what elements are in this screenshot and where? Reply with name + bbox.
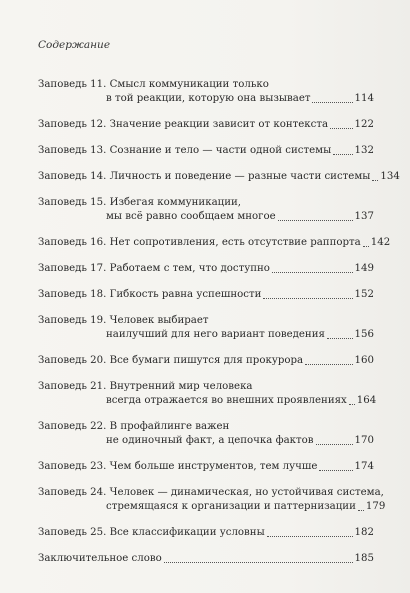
toc-page-number: 149	[354, 263, 374, 274]
toc-entry-title: Заповедь 18. Гибкость равна успешности	[38, 289, 262, 300]
toc-page-number: 164	[356, 395, 377, 406]
toc-entry-title: стремящаяся к организации и паттернизации	[106, 501, 356, 512]
toc-page-number: 156	[354, 329, 374, 340]
toc-entry	[38, 236, 391, 250]
toc-entry-continuation	[38, 210, 374, 224]
toc-entry-title: Заповедь 17. Работаем с тем, что доступно	[38, 263, 270, 274]
dot-leader	[372, 180, 378, 181]
toc-entry-title: Заповедь 19. Человек выбирает	[38, 315, 209, 326]
toc-entry-line	[38, 170, 400, 184]
toc-entry-line	[38, 526, 374, 540]
toc-entry-title: Заповедь 11. Смысл коммуникации только	[38, 79, 269, 90]
toc-entry-title: Заключительное слово	[38, 553, 162, 564]
dot-leader	[349, 404, 355, 405]
dot-leader	[278, 220, 353, 221]
toc-page-number: 185	[354, 553, 374, 564]
toc-entry-title: Заповедь 23. Чем больше инструментов, тем лучше	[38, 461, 318, 472]
toc-entry-line	[38, 78, 374, 92]
toc-page-number: 132	[354, 145, 374, 156]
dot-leader	[164, 562, 353, 563]
toc-entry-continuation	[38, 328, 374, 342]
toc-entry-title: Заповедь 16. Нет сопротивления, есть отсутствие раппорта	[38, 237, 361, 248]
toc-entry-line	[38, 380, 374, 394]
toc-entry-line	[38, 420, 374, 434]
toc-entry-title: не одиночный факт, а цепочка фактов	[106, 435, 314, 446]
toc-page-number: 179	[365, 501, 386, 512]
dot-leader	[327, 338, 353, 339]
dot-leader	[330, 128, 352, 129]
toc-entry-line	[38, 288, 374, 302]
toc-entry-line	[38, 486, 384, 500]
toc-entry-line	[38, 236, 391, 250]
toc-entry-continuation	[38, 92, 374, 106]
dot-leader	[358, 510, 364, 511]
dot-leader	[267, 536, 353, 537]
toc-page-number: 152	[354, 289, 374, 300]
toc-page-number: 174	[354, 461, 374, 472]
toc-entry	[38, 420, 374, 448]
toc-entry	[38, 288, 374, 302]
toc-entry-title: Заповедь 20. Все бумаги пишутся для прокурора	[38, 355, 304, 366]
table-of-contents	[38, 78, 400, 578]
toc-entry-line	[38, 196, 374, 210]
toc-entry	[38, 78, 374, 106]
dot-leader	[333, 154, 352, 155]
toc-entry	[38, 262, 374, 276]
toc-entry-continuation	[38, 394, 377, 408]
toc-entry	[38, 380, 377, 408]
toc-entry	[38, 460, 374, 474]
toc-page-number: 114	[354, 93, 374, 104]
toc-page-number: 137	[354, 211, 374, 222]
toc-entry-title: мы всё равно сообщаем многое	[106, 211, 276, 222]
toc-entry-title: Заповедь 13. Сознание и тело — части одной системы	[38, 145, 332, 156]
dot-leader	[319, 470, 352, 471]
dot-leader	[312, 102, 352, 103]
toc-entry-line	[38, 144, 374, 158]
running-header: Содержание	[38, 39, 111, 51]
toc-entry-line	[38, 354, 374, 368]
toc-entry	[38, 170, 400, 184]
toc-entry-line	[38, 118, 374, 132]
toc-entry-line	[38, 460, 374, 474]
dot-leader	[316, 444, 353, 445]
toc-page-number: 122	[354, 119, 374, 130]
toc-entry	[38, 552, 374, 566]
toc-entry-title: в той реакции, которую она вызывает	[106, 93, 311, 104]
toc-page-number: 170	[354, 435, 374, 446]
toc-page-number: 160	[354, 355, 374, 366]
toc-entry-title: Заповедь 15. Избегая коммуникации,	[38, 197, 242, 208]
toc-entry-title: Заповедь 21. Внутренний мир человека	[38, 381, 253, 392]
dot-leader	[263, 298, 352, 299]
toc-entry-title: Заповедь 14. Личность и поведение — разные части системы	[38, 171, 371, 182]
toc-entry	[38, 196, 374, 224]
toc-entry	[38, 314, 374, 342]
toc-entry-title: Заповедь 22. В профайлинге важен	[38, 421, 230, 432]
dot-leader	[305, 364, 352, 365]
toc-entry	[38, 486, 386, 514]
toc-page-number: 134	[380, 171, 400, 182]
toc-entry	[38, 354, 374, 368]
toc-entry-title: Заповедь 12. Значение реакции зависит от контекста	[38, 119, 329, 130]
toc-entry-line	[38, 314, 374, 328]
toc-entry	[38, 144, 374, 158]
toc-entry-line	[38, 552, 374, 566]
dot-leader	[363, 246, 369, 247]
toc-entry-title: Заповедь 25. Все классификации условны	[38, 527, 265, 538]
toc-entry-title: наилучший для него вариант поведения	[106, 329, 325, 340]
toc-entry-line	[38, 262, 374, 276]
toc-page-number: 182	[354, 527, 374, 538]
toc-entry	[38, 526, 374, 540]
toc-entry-title: всегда отражается во внешних проявлениях	[106, 395, 347, 406]
toc-entry-title: Заповедь 24. Человек — динамическая, но устойчивая система,	[38, 487, 384, 498]
toc-entry-continuation	[38, 434, 374, 448]
toc-entry	[38, 118, 374, 132]
toc-page-number: 142	[370, 237, 391, 248]
dot-leader	[272, 272, 353, 273]
toc-entry-continuation	[38, 500, 386, 514]
